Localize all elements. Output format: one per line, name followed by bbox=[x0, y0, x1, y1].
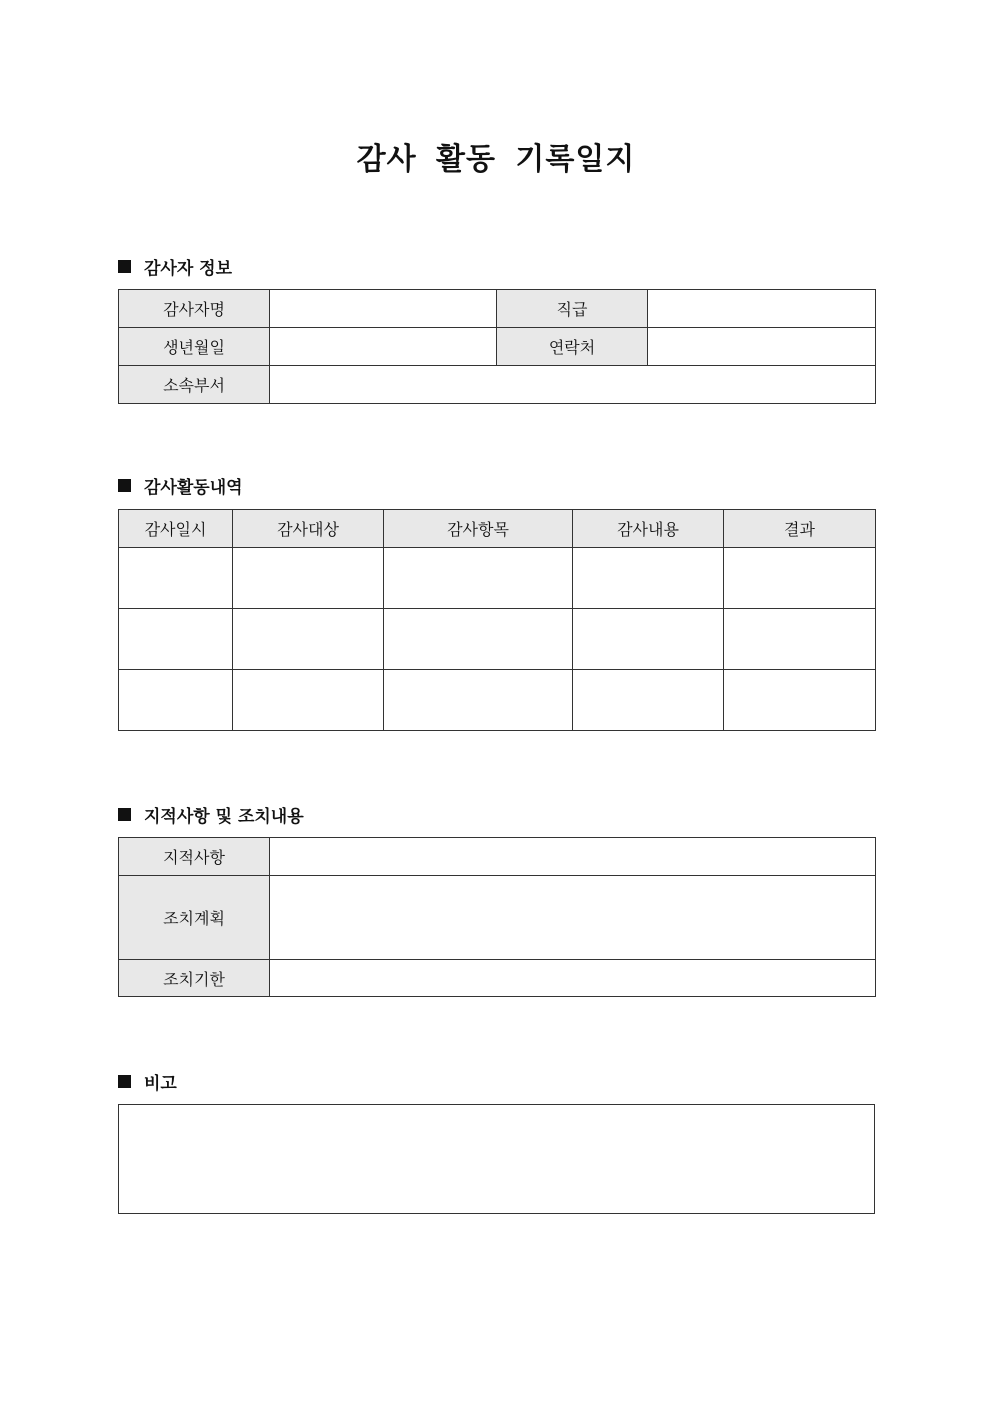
auditor-name-field[interactable] bbox=[270, 290, 497, 328]
table-cell[interactable] bbox=[233, 548, 384, 609]
table-cell[interactable] bbox=[384, 609, 573, 670]
findings-table bbox=[118, 837, 876, 997]
table-row bbox=[119, 290, 876, 328]
table-cell[interactable] bbox=[119, 670, 233, 731]
table-row bbox=[119, 609, 876, 670]
column-header-audit-target: 감사대상 bbox=[233, 510, 384, 548]
square-bullet-icon bbox=[118, 808, 131, 821]
contact-label: 연락처 bbox=[497, 328, 648, 366]
action-plan-field[interactable] bbox=[270, 876, 876, 960]
finding-field[interactable] bbox=[270, 838, 876, 876]
action-plan-label: 조치계획 bbox=[119, 876, 270, 960]
column-header-result: 결과 bbox=[724, 510, 876, 548]
section-heading-remarks bbox=[118, 1069, 177, 1094]
auditor-name-label: 감사자명 bbox=[119, 290, 270, 328]
square-bullet-icon bbox=[118, 260, 131, 273]
section-heading-findings bbox=[118, 802, 304, 827]
column-header-audit-content: 감사내용 bbox=[573, 510, 724, 548]
table-row bbox=[119, 328, 876, 366]
table-cell[interactable] bbox=[384, 670, 573, 731]
section-heading-audit-activities bbox=[118, 473, 243, 498]
table-row bbox=[119, 366, 876, 404]
table-cell[interactable] bbox=[573, 548, 724, 609]
section-heading-label: 감사활동내역 bbox=[144, 478, 243, 498]
column-header-audit-date: 감사일시 bbox=[119, 510, 233, 548]
remarks-box[interactable] bbox=[118, 1104, 875, 1214]
action-deadline-label: 조치기한 bbox=[119, 960, 270, 997]
table-cell[interactable] bbox=[233, 670, 384, 731]
table-cell[interactable] bbox=[573, 670, 724, 731]
contact-field[interactable] bbox=[648, 328, 876, 366]
section-heading-label: 비고 bbox=[144, 1074, 177, 1094]
audit-activities-table bbox=[118, 509, 876, 731]
department-label: 소속부서 bbox=[119, 366, 270, 404]
table-cell[interactable] bbox=[724, 609, 876, 670]
table-row bbox=[119, 670, 876, 731]
table-cell[interactable] bbox=[119, 548, 233, 609]
section-heading-auditor-info bbox=[118, 254, 232, 279]
birthdate-field[interactable] bbox=[270, 328, 497, 366]
square-bullet-icon bbox=[118, 1075, 131, 1088]
table-cell[interactable] bbox=[233, 609, 384, 670]
auditor-info-table bbox=[118, 289, 876, 404]
table-cell[interactable] bbox=[573, 609, 724, 670]
table-header-row bbox=[119, 510, 876, 548]
table-cell[interactable] bbox=[119, 609, 233, 670]
square-bullet-icon bbox=[118, 479, 131, 492]
department-field[interactable] bbox=[270, 366, 876, 404]
table-row bbox=[119, 838, 876, 876]
table-row bbox=[119, 876, 876, 960]
section-heading-label: 감사자 정보 bbox=[144, 259, 233, 279]
position-field[interactable] bbox=[648, 290, 876, 328]
position-label: 직급 bbox=[497, 290, 648, 328]
section-heading-label: 지적사항 및 조치내용 bbox=[144, 807, 304, 827]
column-header-audit-item: 감사항목 bbox=[384, 510, 573, 548]
table-row bbox=[119, 548, 876, 609]
table-cell[interactable] bbox=[384, 548, 573, 609]
document-title: 감사 활동 기록일지 bbox=[356, 142, 636, 177]
table-row bbox=[119, 960, 876, 997]
action-deadline-field[interactable] bbox=[270, 960, 876, 997]
birthdate-label: 생년월일 bbox=[119, 328, 270, 366]
table-cell[interactable] bbox=[724, 670, 876, 731]
table-cell[interactable] bbox=[724, 548, 876, 609]
finding-label: 지적사항 bbox=[119, 838, 270, 876]
